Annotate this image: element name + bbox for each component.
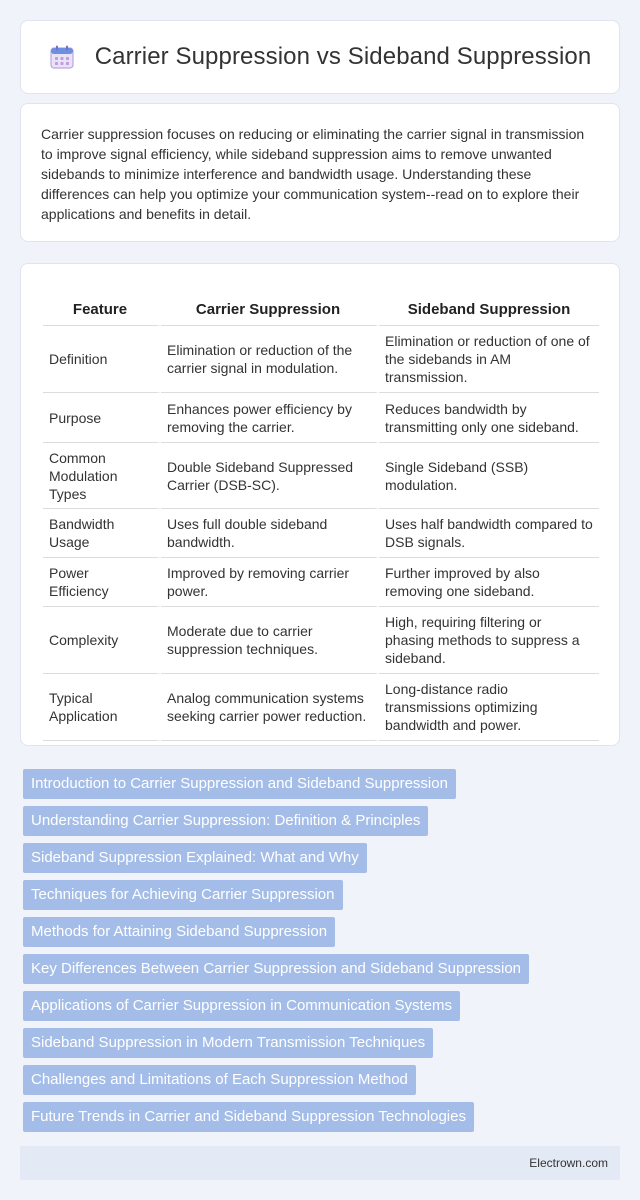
calendar-icon [49, 44, 75, 70]
feature-cell: Common Modulation Types [43, 443, 161, 509]
carrier-cell: Double Sideband Suppressed Carrier (DSB-SC). [161, 443, 379, 509]
toc-link[interactable]: Understanding Carrier Suppression: Definition & Principles [23, 806, 428, 836]
sideband-cell: Single Sideband (SSB) modulation. [379, 443, 599, 509]
toc-link[interactable]: Methods for Attaining Sideband Suppression [23, 917, 335, 947]
carrier-cell: Analog communication systems seeking carrier power reduction. [161, 674, 379, 741]
carrier-cell: Elimination or reduction of the carrier signal in modulation. [161, 326, 379, 393]
table-row [43, 558, 599, 607]
footer [20, 1146, 620, 1180]
footer-brand[interactable]: Electrown.com [529, 1156, 608, 1170]
page-title: Carrier Suppression vs Sideband Suppression [94, 43, 592, 70]
sideband-cell: Uses half bandwidth compared to DSB signals. [379, 509, 599, 558]
intro-text: Carrier suppression focuses on reducing or eliminating the carrier signal in transmission to improve signal efficiency, while sideband suppression aims to remove unwanted sidebands to minimize interference and bandwidth usage. Understanding these differences can help you optimize your communication system--read on to explore their applications and benefits in detail. [41, 126, 585, 222]
table-of-contents [23, 769, 617, 1139]
sideband-cell: Elimination or reduction of one of the sidebands in AM transmission. [379, 326, 599, 393]
sideband-cell: High, requiring filtering or phasing methods to suppress a sideband. [379, 607, 599, 674]
toc-link[interactable]: Key Differences Between Carrier Suppression and Sideband Suppression [23, 954, 529, 984]
toc-link[interactable]: Applications of Carrier Suppression in Communication Systems [23, 991, 460, 1021]
table-row [43, 393, 599, 443]
toc-link[interactable]: Sideband Suppression Explained: What and Why [23, 843, 367, 873]
sideband-cell: Long-distance radio transmissions optimizing bandwidth and power. [379, 674, 599, 741]
feature-cell: Purpose [43, 393, 161, 443]
carrier-cell: Moderate due to carrier suppression techniques. [161, 607, 379, 674]
title-card [20, 20, 620, 94]
comparison-table-card [20, 263, 620, 746]
feature-cell: Definition [43, 326, 161, 393]
carrier-cell: Improved by removing carrier power. [161, 558, 379, 607]
header-carrier-suppression: Carrier Suppression [161, 284, 379, 326]
sideband-cell: Reduces bandwidth by transmitting only one sideband. [379, 393, 599, 443]
toc-link[interactable]: Techniques for Achieving Carrier Suppression [23, 880, 343, 910]
header-feature: Feature [43, 284, 161, 326]
intro-card [20, 103, 620, 242]
header-sideband-suppression: Sideband Suppression [379, 284, 599, 326]
toc-link[interactable]: Sideband Suppression in Modern Transmission Techniques [23, 1028, 433, 1058]
carrier-cell: Enhances power efficiency by removing the carrier. [161, 393, 379, 443]
table-row [43, 607, 599, 674]
table-row [43, 509, 599, 558]
comparison-table [43, 284, 599, 741]
toc-link[interactable]: Introduction to Carrier Suppression and Sideband Suppression [23, 769, 456, 799]
toc-link[interactable]: Future Trends in Carrier and Sideband Suppression Technologies [23, 1102, 474, 1132]
table-row [43, 674, 599, 741]
feature-cell: Bandwidth Usage [43, 509, 161, 558]
carrier-cell: Uses full double sideband bandwidth. [161, 509, 379, 558]
feature-cell: Typical Application [43, 674, 161, 741]
table-header-row [43, 284, 599, 326]
sideband-cell: Further improved by also removing one sideband. [379, 558, 599, 607]
table-row [43, 443, 599, 509]
toc-link[interactable]: Challenges and Limitations of Each Suppression Method [23, 1065, 416, 1095]
feature-cell: Power Efficiency [43, 558, 161, 607]
table-row [43, 326, 599, 393]
feature-cell: Complexity [43, 607, 161, 674]
